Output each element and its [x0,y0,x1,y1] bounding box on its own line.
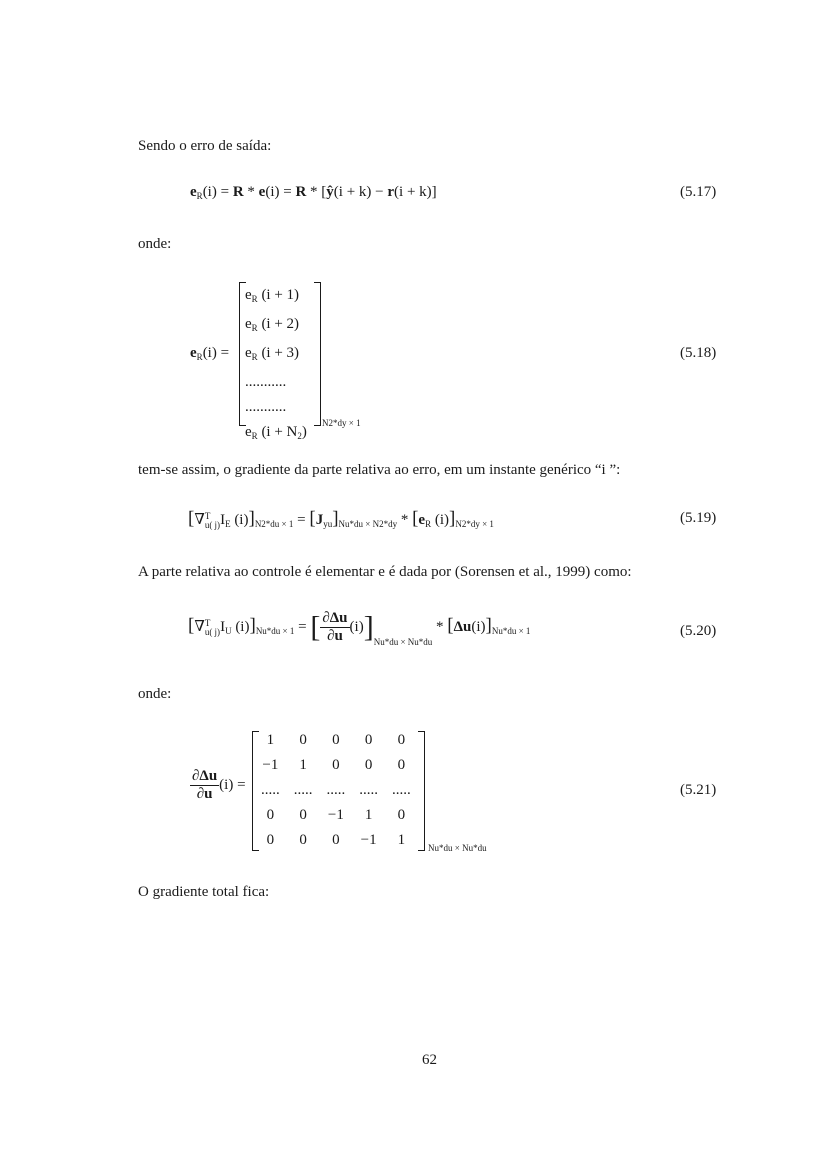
eq517-R2: R [295,184,307,200]
eq517-yhat: ŷ [326,184,334,200]
equation-5-18-lhs [190,345,229,362]
eq519-arg: (i) [230,512,249,528]
eq517-sub: R [196,191,203,201]
eq519-star: * [397,512,413,528]
equation-5-17 [190,184,437,201]
eq518-dimension: N2*dy × 1 [322,418,361,428]
eq518-row: $e_R$ (i + 1) [245,287,300,304]
eq519-sup: T [204,510,211,521]
paragraph-onde-1: onde: [138,236,172,252]
matrix-row: ..... ..... ..... ..... ..... [261,782,411,798]
eq520-farg: (i) [349,618,364,635]
equation-number-5-19: (5.19) [680,510,717,526]
eq521-matrix [254,728,418,853]
eq517-e: e [190,184,197,200]
eq517-R1: R [232,184,244,200]
paragraph-control-part: A parte relativa ao controle é elementar e é dada por (Sorensen et al., 1999) como: [138,564,632,580]
eq519-J: J [315,512,324,528]
eq520-sub: u( j) [204,626,221,637]
paragraph-gradient-error: tem-se assim, o gradiente da parte relativa ao erro, em um instante genérico “i ”: [138,462,621,478]
eq519-esub: R [425,519,432,529]
eq520-dim2: Nu*du × Nu*du [373,636,433,647]
eq519-dim3: N2*dy × 1 [455,519,494,529]
eq518-row: ........... [245,374,287,390]
eq520-arg: (i) [231,618,250,635]
eq520-sup: T [204,617,211,628]
equation-5-20: [∇ T u( j) $I_U$ $(i)]_{Nu*du \times 1}$ = [ $\frac{\partial\Delta u}{\partial u}$ $(i)]_{Nu*du \times Nu*du} * [\Delta u(i)]_{Nu*du \times 1}$ [188,610,531,647]
eq519-sub: u( j) [204,519,221,530]
paragraph-onde-2: onde: [138,686,172,702]
eq517-lhs-arg: (i) = [202,184,233,200]
eq520-Isub: U [225,625,232,636]
paragraph-total-gradient: O gradiente total fica: [138,884,270,900]
equation-number-5-17: (5.17) [680,184,717,200]
equation-5-19: [∇ T u( j) $I_E$ $(i)]_{N2*du \times 1} = [J_{yu}]_{Nu*du \times N2*dy} * [e_R$ $(i)]_{N2*dy \times 1}$ [188,508,494,530]
eq520-nabla: ∇ [194,618,205,635]
eq520-dim3: Nu*du × 1 [491,625,531,636]
eq518-lhs-e: e [190,345,197,361]
eq520-star: * [432,618,448,635]
eq520-dim1: Nu*du × 1 [255,625,295,636]
eq518-row: $e_R$ (i + 2) [245,316,300,333]
eq518-row: $e_R$ (i + 3) [245,345,300,362]
eq518-row: ........... [245,399,287,415]
eq519-dim2: Nu*du × N2*dy [338,519,398,529]
eq519-I: I [220,512,226,528]
eq520-du: Δu [453,618,472,635]
eq517-e2: e [258,184,266,200]
eq521-lhs-rest: (i) = [219,776,246,793]
eq519-Isub: E [225,519,231,529]
eq520-eq: = [294,618,311,635]
eq517-mid5: (i + k)] [394,184,437,200]
eq517-mid1: * [243,184,259,200]
eq521-dimension: Nu*du × Nu*du [428,843,487,853]
equation-5-21-lhs [190,768,246,803]
eq519-eq: = [293,512,310,528]
eq519-earg: (i) [431,512,450,528]
page-number: 62 [422,1052,437,1068]
eq517-mid4: (i + k) − [333,184,388,200]
eq520-I: I [220,618,226,635]
matrix-row: 0 0 −1 1 0 [266,807,406,823]
eq519-e: e [418,512,426,528]
eq519-dim1: N2*du × 1 [254,519,294,529]
eq521-fraction: $\frac{\partial\Delta u}{\partial u}$ [192,768,218,802]
eq517-mid3: * [ [306,184,327,200]
eq518-lhs-rest: (i) = [202,345,230,361]
eq521-right-bracket [418,731,425,851]
eq517-r: r [387,184,395,200]
eq518-row: $e_R$ $(i + N_2)$ [245,424,307,441]
eq517-mid2: (i) = [265,184,296,200]
eq520-duarg: (i) [471,618,486,635]
eq519-nabla: ∇ [194,512,205,528]
equation-number-5-21: (5.21) [680,782,717,798]
eq518-vector [245,283,307,449]
eq518-lhs-sub: R [196,352,203,362]
equation-number-5-18: (5.18) [680,345,717,361]
paragraph-intro: Sendo o erro de saída: [138,138,272,154]
equation-number-5-20: (5.20) [680,623,717,639]
eq518-right-bracket [314,282,321,426]
eq520-fraction: $\frac{\partial\Delta u}{\partial u}$ [322,610,348,644]
matrix-row: 0 0 0 −1 1 [266,832,406,848]
eq519-Jsub: yu [323,519,333,529]
matrix-row: 1 0 0 0 0 [266,732,406,748]
matrix-row: −1 1 0 0 0 [262,757,406,773]
